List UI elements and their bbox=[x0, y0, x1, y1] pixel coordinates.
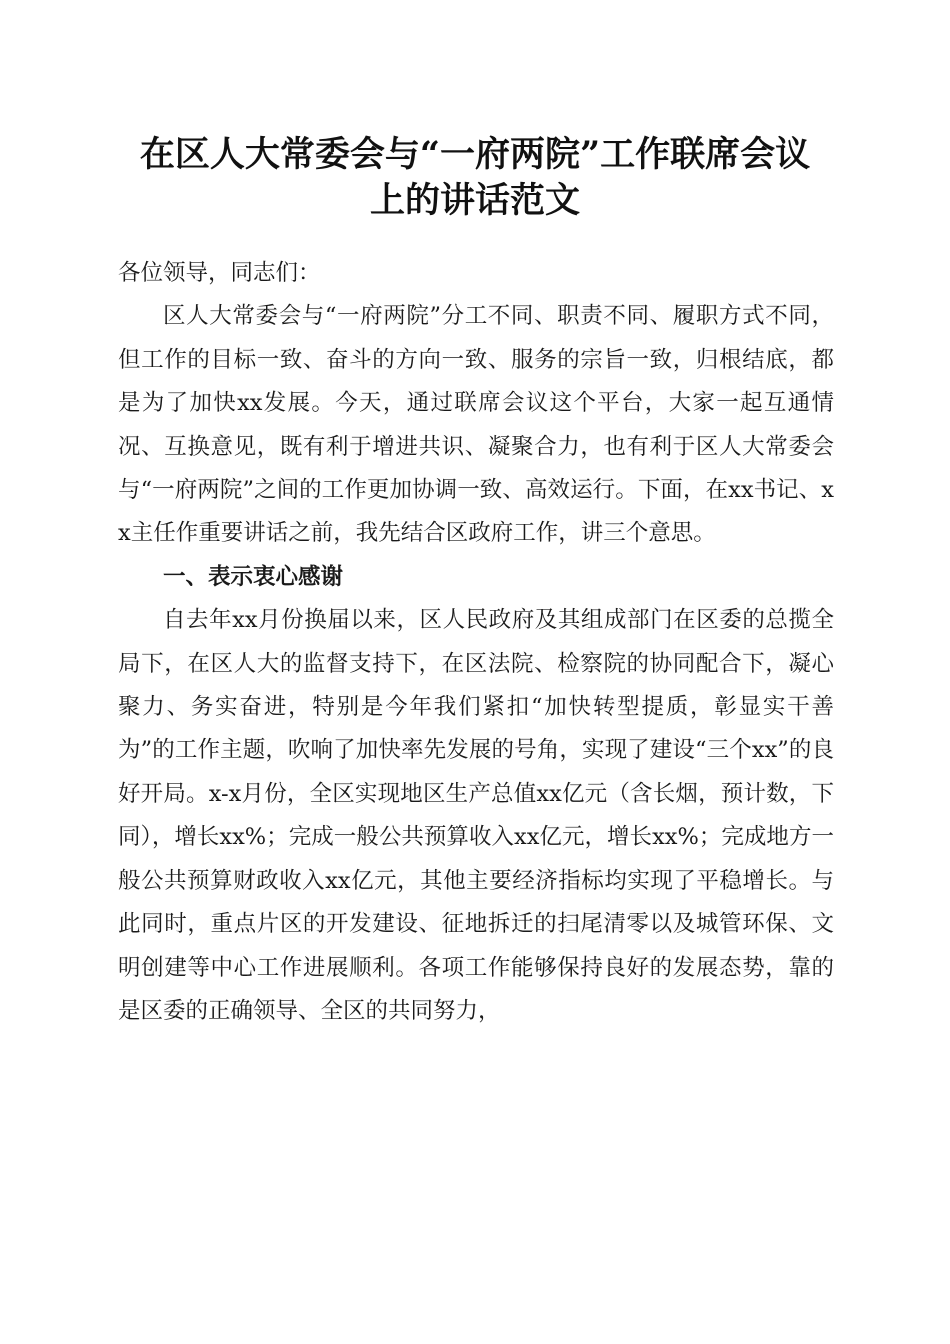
section-heading-1: 一、表示衷心感谢 bbox=[163, 563, 344, 590]
paragraph-intro: 区人大常委会与“一府两院”分工不同、职责不同、履职方式不同，但工作的目标一致、奋斗的方向一致、服务的宗旨一致，归根结底，都是为了加快xx发展。今天，通过联席会议这个平台，大家一起互通情况、互换意见，既有利于增进共识、凝聚合力，也有利于区人大常委会与“一府两院”之间的工作更加协调一致、高效运行。下面，在xx书记、xx主任作重要讲话之前，我先结合区政府工作，讲三个意思。 bbox=[118, 303, 834, 547]
title-line-1: 在区人大常委会与“一府两院”工作联席会议 bbox=[139, 134, 811, 175]
title-line-2: 上的讲话范文 bbox=[369, 180, 580, 221]
paragraph-thanks: 自去年xx月份换届以来，区人民政府及其组成部门在区委的总揽全局下，在区人大的监督支持下，在区法院、检察院的协同配合下，凝心聚力、务实奋进，特别是今年我们紧扣“加快转型提质，彰显实干善为”的工作主题，吹响了加快率先发展的号角，实现了建设“三个xx”的良好开局。x-x月份，全区实现地区生产总值xx亿元（含长烟，预计数，下同），增长xx%；完成一般公共预算收入xx亿元，增长xx%；完成地方一般公共预算财政收入xx亿元，其他主要经济指标均实现了平稳增长。与此同时，重点片区的开发建设、征地拆迁的扫尾清零以及城管环保、文明创建等中心工作进展顺利。各项工作能够保持良好的发展态势，靠的是区委的正确领导、全区的共同努力， bbox=[118, 607, 834, 1024]
salutation: 各位领导，同志们： bbox=[118, 260, 321, 286]
document-title bbox=[100, 132, 850, 224]
document-body bbox=[118, 252, 834, 1033]
